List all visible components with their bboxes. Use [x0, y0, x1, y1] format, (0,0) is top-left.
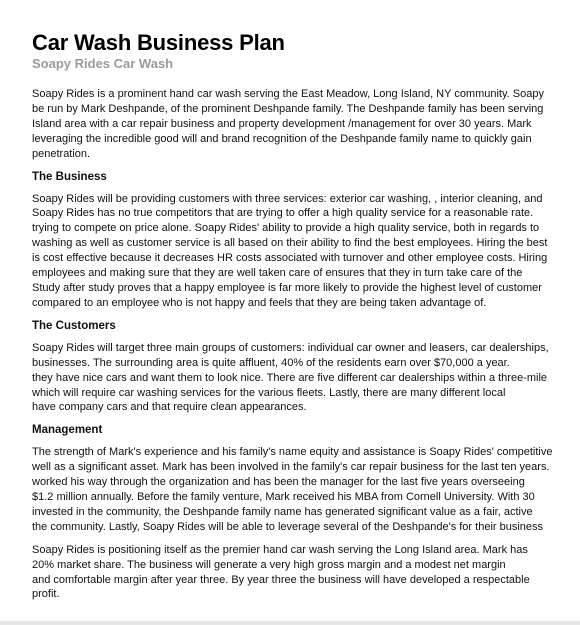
text-line: The strength of Mark's experience and his family's name equity and assistance is Soapy Rides' competitive: [32, 446, 553, 459]
section-heading-management: Management: [32, 424, 103, 437]
text-line: is cost effective because it decreases HR costs associated with turnover and other employee costs. Hiring: [32, 252, 548, 265]
text-line: well as a significant asset. Mark has been involved in the family's car repair business for the last ten years.: [32, 461, 550, 474]
text-line: trying to compete on price alone. Soapy Rides' ability to provide a high quality service, both in regards to: [32, 222, 540, 235]
customers-paragraph: [32, 341, 554, 416]
text-line: employees and making sure that they are well taken care of ensures that they in turn take care of the: [32, 267, 523, 280]
text-line: businesses. The surrounding area is quite affluent, 40% of the residents earn over $70,000 a year.: [32, 356, 510, 369]
page-bottom-edge: [0, 621, 580, 625]
text-line: worked his way through the organization and has been the manager for the last five years overseeing: [32, 476, 525, 489]
intro-paragraph: [32, 87, 554, 162]
text-line: Soapy Rides is a prominent hand car wash serving the East Meadow, Long Island, NY community. Soapy: [32, 88, 544, 100]
text-line: have company cars and that require clean appearances.: [32, 401, 307, 414]
text-line: profit.: [32, 588, 60, 601]
management-paragraph: [32, 445, 554, 534]
text-line: penetration.: [32, 147, 91, 160]
text-line: they have nice cars and want them to look nice. There are five different car dealerships within a three-mile: [32, 371, 548, 384]
text-line: Soapy Rides has no true competitors that are trying to offer a high quality service for a reasonable rate.: [32, 207, 534, 220]
text-line: Study after study proves that a happy employee is far more likely to provide the highest level of customer: [32, 281, 542, 294]
text-line: washing as well as customer service is all based on their ability to find the best employees. Hiring the best: [32, 237, 548, 250]
text-line: and comfortable margin after year three. By year three the business will have developed a respectable: [32, 573, 530, 586]
text-line: leveraging the incredible good will and brand recognition of the Deshpande family name to quickly gain: [32, 132, 532, 145]
text-line: Soapy Rides is positioning itself as the premier hand car wash serving the Long Island area. Mark has: [32, 543, 528, 556]
section-heading-business: The Business: [32, 170, 107, 183]
document-body: [32, 30, 554, 602]
text-line: compared to an employee who is not happy and feels that they are being taken advantage of.: [32, 296, 487, 309]
text-line: Soapy Rides will target three main groups of customers: individual car owner and leasers, car dealerships,: [32, 341, 549, 354]
text-line: which will require car washing services for the various fleets. Lastly, there are many different local: [32, 386, 506, 399]
text-line: Island area with a car repair business and property development /management for over 30 years. Mark: [32, 117, 532, 130]
text-line: the community. Lastly, Soapy Rides will be able to leverage several of the Deshpande's for their business: [32, 520, 544, 533]
document-subtitle: Soapy Rides Car Wash: [32, 56, 174, 71]
document-title: Car Wash Business Plan: [32, 30, 285, 55]
text-line: be run by Mark Deshpande, of the prominent Deshpande family. The Deshpande family has been serving: [32, 102, 544, 115]
text-line: Soapy Rides will be providing customers with three services: exterior car washing, , interior cleaning, and: [32, 192, 543, 205]
text-line: $1.2 million annually. Before the family venture, Mark received his MBA from Cornell University. With 30: [32, 491, 535, 504]
section-heading-customers: The Customers: [32, 319, 116, 332]
text-line: 20% market share. The business will generate a very high gross margin and a modest net margin: [32, 558, 506, 571]
text-line: invested in the community, the Deshpande family name has generated significant value as a fair, active: [32, 505, 533, 518]
closing-paragraph: [32, 543, 554, 603]
business-paragraph: [32, 192, 554, 311]
